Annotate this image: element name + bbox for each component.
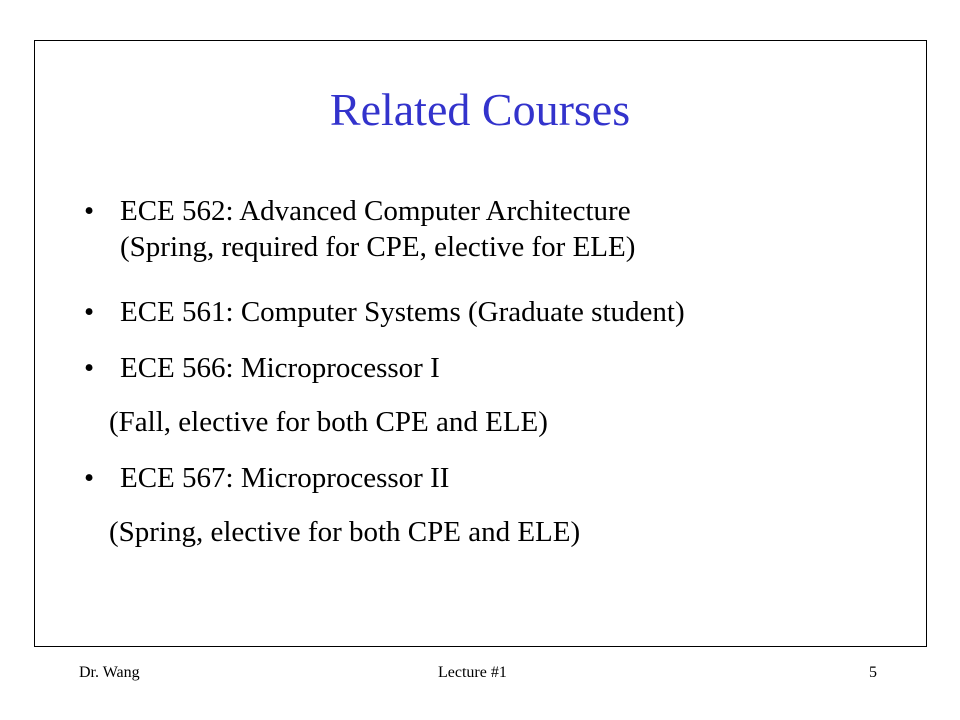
bullet-icon: • [84, 195, 95, 227]
bullet-line: (Spring, required for CPE, elective for ELE) [120, 231, 636, 263]
bullet-line: ECE 566: Microprocessor I [120, 352, 440, 384]
bullet-icon: • [84, 462, 95, 494]
bullet-text [120, 294, 685, 330]
slide-title: Related Courses [329, 84, 631, 135]
bullet-text [120, 460, 449, 496]
bullet-text [120, 350, 440, 386]
bullet-subline-ece567: (Spring, elective for both CPE and ELE) [109, 516, 581, 548]
bullet-subline-ece566: (Fall, elective for both CPE and ELE) [109, 406, 548, 438]
bullet-line: ECE 562: Advanced Computer Architecture [120, 195, 631, 227]
footer-page-number: 5 [869, 664, 877, 681]
bullet-line: ECE 567: Microprocessor II [120, 462, 450, 494]
bullet-icon: • [84, 296, 95, 328]
bullet-line: ECE 561: Computer Systems (Graduate student) [120, 296, 685, 328]
bullet-text [120, 193, 635, 265]
footer-lecture: Lecture #1 [438, 664, 507, 681]
bullet-icon: • [84, 352, 95, 384]
footer-author: Dr. Wang [79, 664, 140, 681]
